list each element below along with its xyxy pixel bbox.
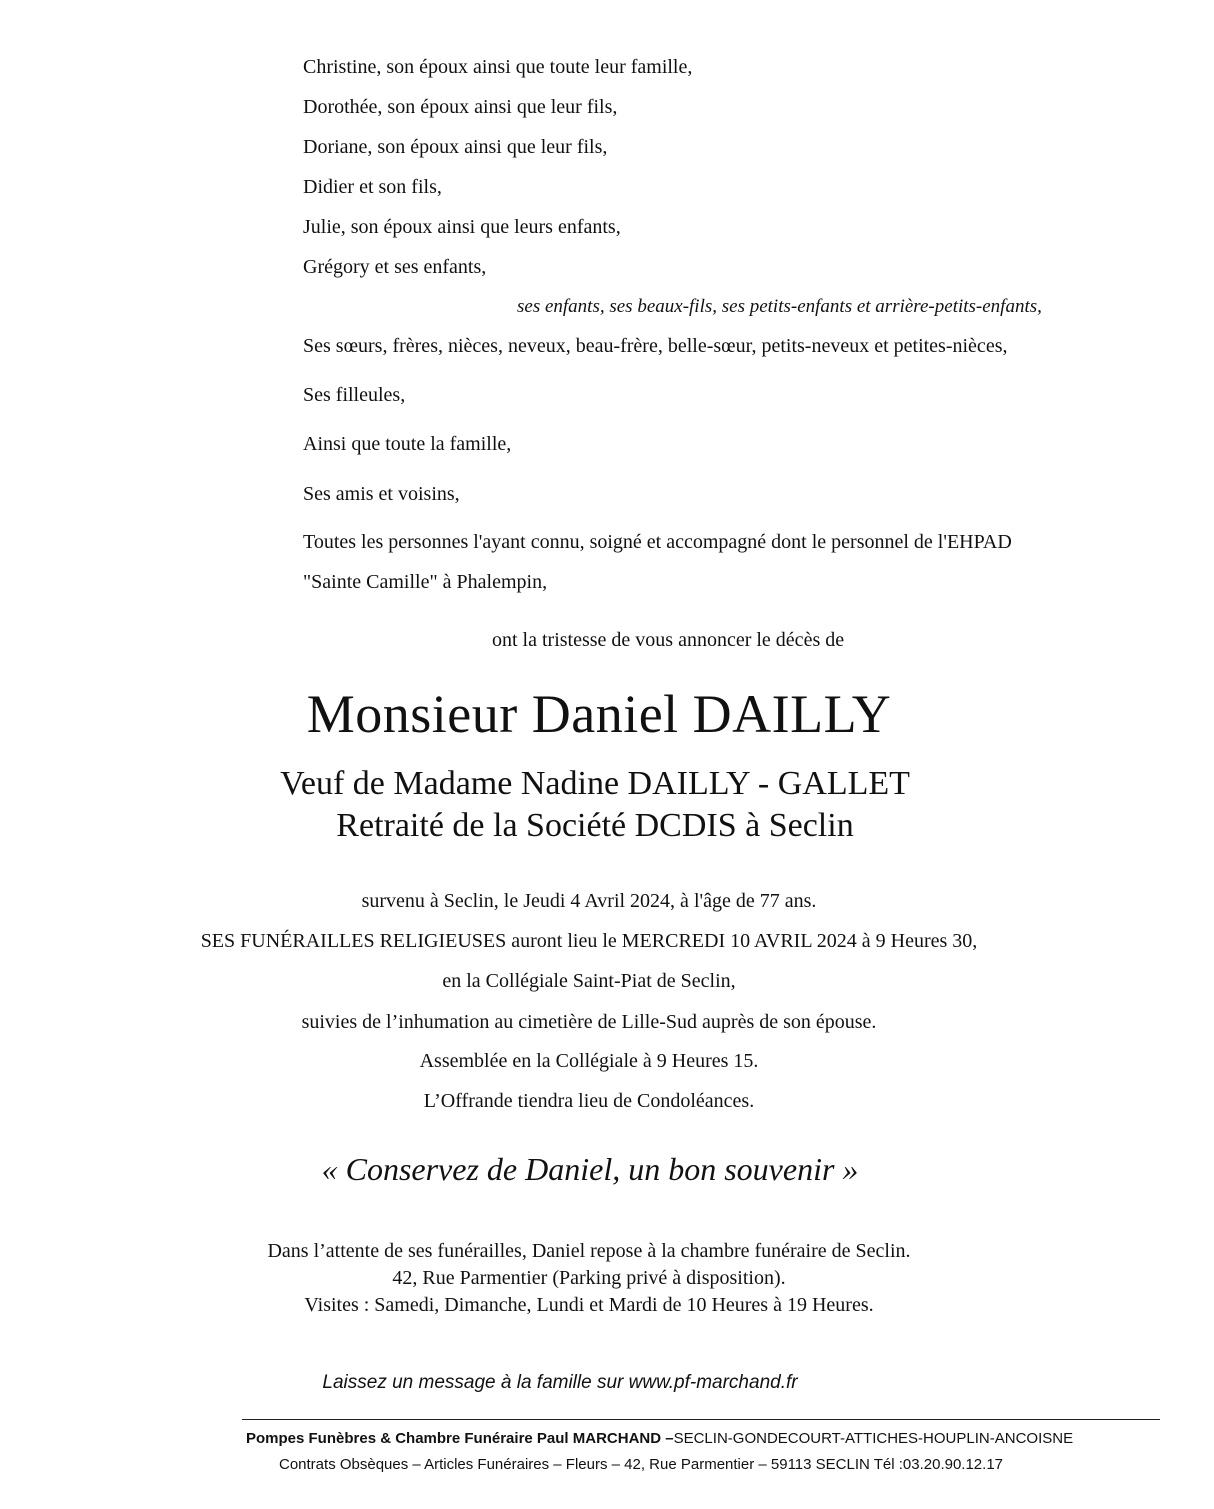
footer-company-line — [246, 1429, 1073, 1449]
footer-divider — [242, 1419, 1160, 1420]
family-line-caregivers: Toutes les personnes l'ayant connu, soigné et accompagné dont le personnel de l'EHPAD — [303, 531, 1012, 553]
burial-detail: suivies de l’inhumation au cimetière de Lille-Sud auprès de son épouse. — [301, 1011, 877, 1033]
visitation-line-rest: Dans l’attente de ses funérailles, Daniel repose à la chambre funéraire de Seclin. — [267, 1240, 911, 1262]
family-line-gregory: Grégory et ses enfants, — [303, 256, 487, 278]
widower-line: Veuf de Madame Nadine DAILLY - GALLET — [280, 765, 910, 802]
death-detail: survenu à Seclin, le Jeudi 4 Avril 2024, à l'âge de 77 ans. — [361, 890, 817, 912]
funeral-detail: SES FUNÉRAILLES RELIGIEUSES auront lieu le MERCREDI 10 AVRIL 2024 à 9 Heures 30, — [200, 930, 978, 952]
footer-services-line: Contrats Obsèques – Articles Funéraires – Fleurs – 42, Rue Parmentier – 59113 SECLIN Tél :03.20.90.12.17 — [279, 1456, 1004, 1473]
family-line-christine: Christine, son époux ainsi que toute leur famille, — [303, 56, 693, 78]
church-detail: en la Collégiale Saint-Piat de Seclin, — [442, 970, 736, 992]
family-line-siblings: Ses sœurs, frères, nièces, neveux, beau-frère, belle-sœur, petits-neveux et petites-nièces, — [303, 335, 1008, 357]
visitation-line-hours: Visites : Samedi, Dimanche, Lundi et Mardi de 10 Heures à 19 Heures. — [304, 1294, 874, 1316]
family-line-didier: Didier et son fils, — [303, 176, 442, 198]
family-line-goddaughters: Ses filleules, — [303, 384, 406, 406]
assembly-detail: Assemblée en la Collégiale à 9 Heures 15. — [419, 1050, 759, 1072]
family-line-friends: Ses amis et voisins, — [303, 483, 460, 505]
announcement-intro: ont la tristesse de vous annoncer le décès de — [492, 629, 845, 651]
family-line-doriane: Doriane, son époux ainsi que leur fils, — [303, 136, 608, 158]
family-line-whole-family: Ainsi que toute la famille, — [303, 433, 512, 455]
family-line-julie: Julie, son époux ainsi que leurs enfants, — [303, 216, 621, 238]
offering-detail: L’Offrande tiendra lieu de Condoléances. — [423, 1090, 755, 1112]
retired-line: Retraité de la Société DCDIS à Seclin — [336, 807, 854, 844]
footer-locations: SECLIN-GONDECOURT-ATTICHES-HOUPLIN-ANCOISNE — [673, 1430, 1074, 1447]
footer-company-name: Pompes Funèbres & Chambre Funéraire Paul MARCHAND – — [246, 1430, 674, 1447]
family-line-ehpad: "Sainte Camille" à Phalempin, — [303, 571, 548, 593]
visitation-line-address: 42, Rue Parmentier (Parking privé à disposition). — [392, 1267, 786, 1289]
family-line-dorothee: Dorothée, son époux ainsi que leur fils, — [303, 96, 618, 118]
memorial-quote: « Conservez de Daniel, un bon souvenir » — [321, 1151, 859, 1187]
family-relations-italic: ses enfants, ses beaux-fils, ses petits-enfants et arrière-petits-enfants, — [517, 296, 1042, 317]
deceased-name: Monsieur Daniel DAILLY — [306, 684, 892, 744]
online-message-line: Laissez un message à la famille sur www.pf-marchand.fr — [322, 1372, 798, 1393]
